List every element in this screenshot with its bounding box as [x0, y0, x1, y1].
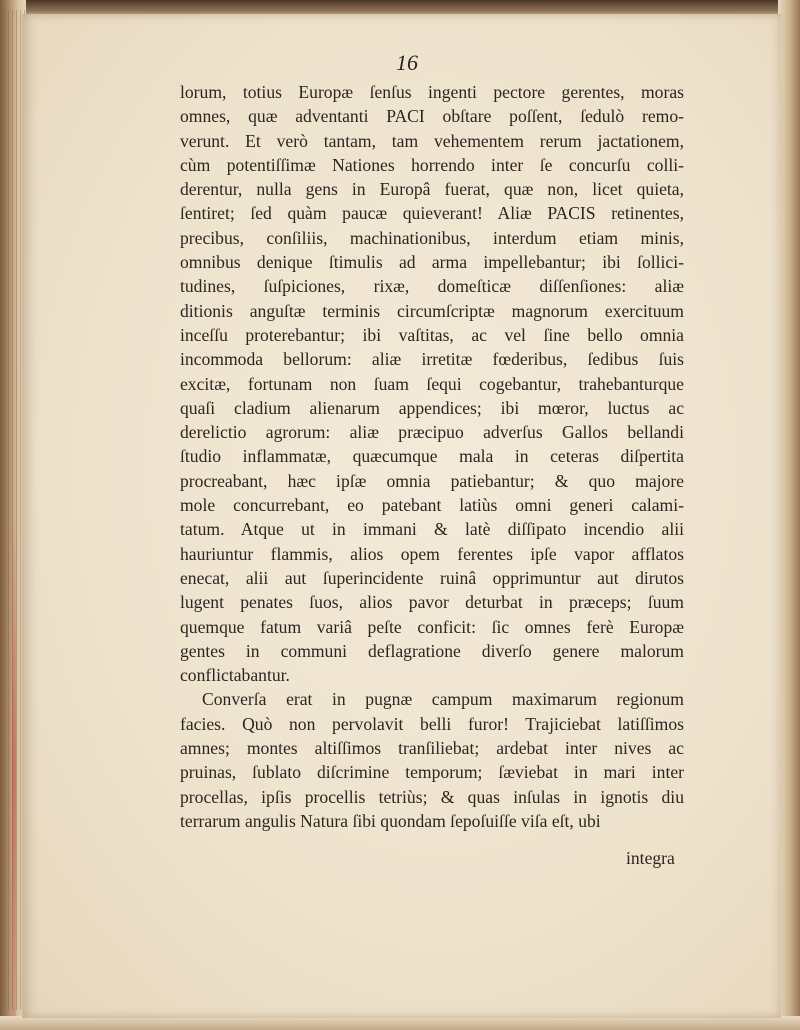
- text-line: procellas, ipſis procellis tetriùs; & quas inſulas in ignotis diu: [180, 786, 684, 807]
- text-line: gentes in communi deflagratione diverſo genere malorum: [180, 640, 684, 661]
- text-line: excitæ, fortunam non ſuam ſequi cogebantur, trahebanturque: [180, 373, 684, 394]
- text-line: hauriuntur flammis, alios opem ferentes ipſe vapor afflatos: [180, 543, 684, 564]
- text-line: procreabant, hæc ipſæ omnia patiebantur; & quo majore: [180, 470, 684, 491]
- text-line: mole concurrebant, eo patebant latiùs omni generi calami-: [180, 495, 684, 516]
- catchword: integra: [626, 848, 675, 868]
- red-page-edge: [12, 520, 16, 1020]
- text-line: enecat, alii aut ſuperincidente ruinâ opprimuntur aut dirutos: [180, 567, 684, 588]
- text-line: ſtudio inflammatæ, quæcumque mala in ceteras diſpertita: [180, 446, 684, 467]
- text-line: omnibus denique ſtimulis ad arma impellebantur; ibi ſollici-: [180, 252, 684, 273]
- text-line: terrarum angulis Natura ſibi quondam ſepoſuiſſe viſa eſt, ubi: [180, 810, 601, 831]
- text-line: tatum. Atque ut in immani & latè diſſipato incendio alii: [180, 519, 684, 540]
- text-line: Converſa erat in pugnæ campum maximarum regionum: [202, 689, 684, 710]
- text-line: lugent penates ſuos, alios pavor deturbat in præceps; ſuum: [180, 592, 684, 613]
- text-line: verunt. Et verò tantam, tam vehementem rerum jactationem,: [180, 130, 684, 151]
- paragraph-1: [180, 80, 684, 687]
- text-line: pruinas, ſublato diſcrimine temporum; ſæviebat in mari inter: [180, 762, 684, 783]
- text-line: cùm potentiſſimæ Nationes horrendo inter ſe concurſu colli-: [180, 154, 684, 175]
- text-line: omnes, quæ adventanti PACI obſtare poſſent, ſedulò remo-: [180, 106, 684, 127]
- text-line: quemque fatum variâ peſte conficit: ſic omnes ferè Europæ: [180, 616, 684, 637]
- text-line: incommoda bellorum: aliæ irretitæ fœderibus, ſedibus ſuis: [180, 349, 684, 370]
- text-line: conflictabantur.: [180, 665, 290, 686]
- text-line: precibus, conſiliis, machinationibus, interdum etiam minis,: [180, 227, 684, 248]
- text-line: derentur, nulla gens in Europâ fuerat, quæ non, licet quieta,: [180, 179, 684, 200]
- text-line: ditionis anguſtæ terminis circumſcriptæ magnorum exercituum: [180, 300, 684, 321]
- page-text: [180, 80, 684, 833]
- text-line: derelictio agrorum: aliæ præcipuo adverſus Gallos bellandi: [180, 422, 684, 443]
- paragraph-2: [180, 687, 684, 833]
- page-number: 16: [396, 50, 418, 75]
- bottom-page-edge: [0, 1016, 800, 1030]
- text-line: amnes; montes altiſſimos tranſiliebat; ardebat inter nives ac: [180, 738, 684, 759]
- text-line: facies. Quò non pervolavit belli furor! Trajiciebat latiſſimos: [180, 713, 684, 734]
- right-page-edge: [778, 0, 800, 1030]
- text-line: quaſi cladium alienarum appendices; ibi mœror, luctus ac: [180, 397, 684, 418]
- text-line: ſentiret; ſed quàm paucæ quieverant! Aliæ PACIS retinentes,: [180, 203, 684, 224]
- text-line: tudines, ſuſpiciones, rixæ, domeſticæ diſſenſiones: aliæ: [180, 276, 684, 297]
- text-line: lorum, totius Europæ ſenſus ingenti pectore gerentes, moras: [180, 82, 684, 102]
- text-line: inceſſu proterebantur; ibi vaſtitas, ac vel ſine bello omnia: [180, 324, 684, 345]
